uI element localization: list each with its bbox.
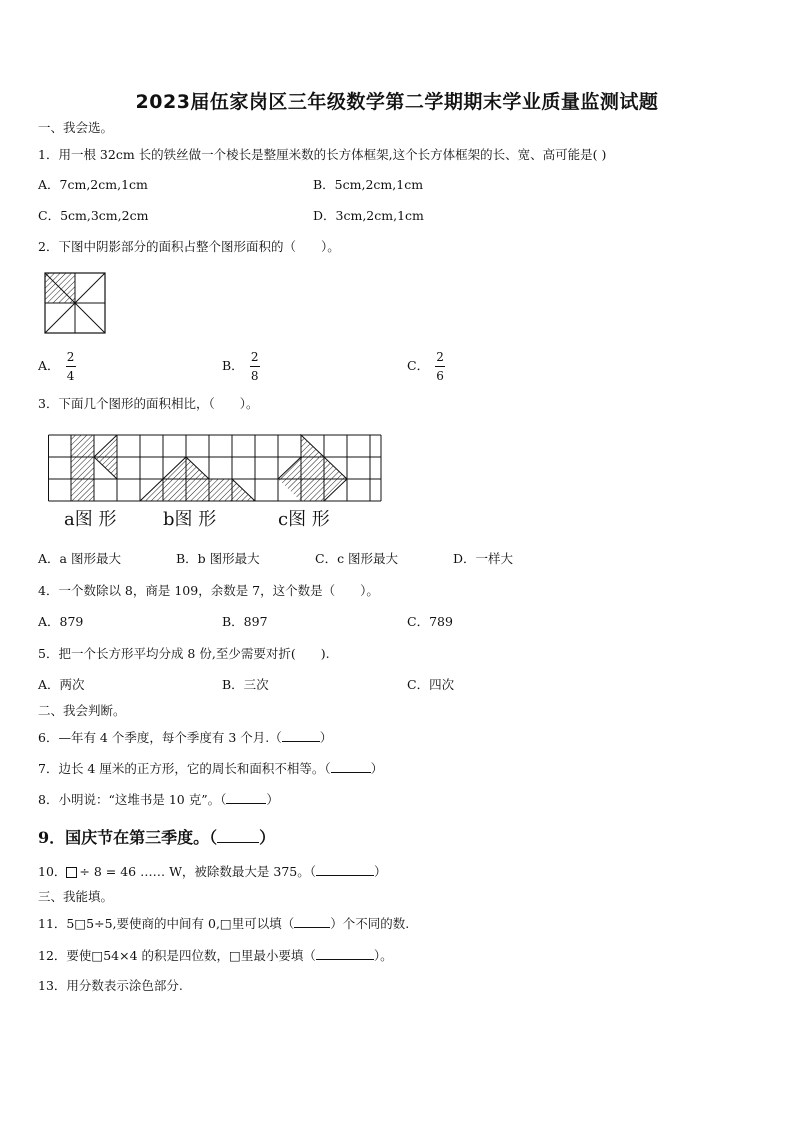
answer-blank[interactable] xyxy=(282,729,320,742)
question-12 xyxy=(38,947,393,964)
q2-option-a-label: A． xyxy=(38,358,60,373)
page-title: 2023届伍家岗区三年级数学第二学期期末学业质量监测试题 xyxy=(135,91,659,113)
numerator: 2 xyxy=(250,350,259,364)
numerator: 2 xyxy=(66,350,75,364)
q3-grid-figure xyxy=(48,434,383,502)
q2-option-b-label: B． xyxy=(222,358,244,373)
numerator: 2 xyxy=(436,350,444,364)
question-10-close: ） xyxy=(374,864,387,879)
question-7-close: ） xyxy=(370,761,384,776)
question-9 xyxy=(38,825,275,848)
answer-blank[interactable] xyxy=(226,791,266,804)
question-13: 13．用分数表示涂色部分. xyxy=(38,978,183,993)
q1-option-a[interactable]: A．7cm,2cm,1cm xyxy=(38,177,148,192)
question-8-text: 8．小明说：“这堆书是 10 克”。（ xyxy=(38,792,227,807)
q4-option-a[interactable]: A．879 xyxy=(38,614,84,629)
question-10-text: ÷ 8 = 46 …… W，被除数最大是 375。（ xyxy=(79,864,317,879)
q2-option-a[interactable] xyxy=(38,350,76,383)
answer-blank[interactable] xyxy=(331,760,371,773)
q1-option-d[interactable]: D．3cm,2cm,1cm xyxy=(313,208,424,223)
q5-option-c[interactable]: C．四次 xyxy=(407,677,455,692)
q1-option-b[interactable]: B．5cm,2cm,1cm xyxy=(313,177,424,192)
q2-option-a-fraction xyxy=(66,350,76,383)
question-11 xyxy=(38,915,409,932)
answer-blank[interactable] xyxy=(316,863,374,876)
q3-option-c[interactable]: C．c 图形最大 xyxy=(315,551,399,566)
question-11-close: ）个不同的数. xyxy=(330,916,410,931)
question-6-close: ） xyxy=(319,730,333,745)
section-heading-1: 一、我会选。 xyxy=(38,120,114,135)
question-6-text: 6．—年有 4 个季度，每个季度有 3 个月.（ xyxy=(38,730,282,745)
q2-option-c-fraction xyxy=(435,350,445,383)
q3-shape-b-label: b图 形 xyxy=(163,509,217,530)
q4-option-b[interactable]: B．897 xyxy=(222,614,268,629)
q5-option-b[interactable]: B．三次 xyxy=(222,677,269,692)
q3-shape-c-label: c图 形 xyxy=(278,509,330,530)
question-3: 3．下面几个图形的面积相比，（ ）。 xyxy=(38,396,259,411)
question-12-text: 12．要使□54×4 的积是四位数，□里最小要填（ xyxy=(38,948,316,963)
question-2: 2．下图中阴影部分的面积占整个图形面积的（ ）。 xyxy=(38,239,340,254)
question-12-close: ）。 xyxy=(373,948,393,963)
question-4: 4．一个数除以 8，商是 109，余数是 7，这个数是（ ）。 xyxy=(38,583,379,598)
question-6 xyxy=(38,729,332,746)
question-1: 1．用一根 32cm 长的铁丝做一个棱长是整厘米数的长方体框架,这个长方体框架的长、宽、高可能是( ) xyxy=(38,147,607,162)
q5-option-a[interactable]: A．两次 xyxy=(38,677,85,692)
section-heading-3: 三、我能填。 xyxy=(38,889,114,904)
box-symbol xyxy=(66,867,77,878)
q1-option-c[interactable]: C．5cm,3cm,2cm xyxy=(38,208,149,223)
q2-option-b[interactable] xyxy=(222,350,260,383)
denominator: 4 xyxy=(66,369,75,383)
question-8-close: ） xyxy=(266,792,279,807)
question-10-prefix: 10． xyxy=(38,864,67,879)
question-5: 5．把一个长方形平均分成 8 份,至少需要对折( ). xyxy=(38,646,330,661)
question-8 xyxy=(38,791,279,808)
question-9-text: 9．国庆节在第三季度。（ xyxy=(38,828,218,847)
question-7 xyxy=(38,760,383,777)
denominator: 6 xyxy=(436,369,444,383)
q2-option-b-fraction xyxy=(250,350,260,383)
section-heading-2: 二、我会判断。 xyxy=(38,703,126,718)
q3-option-a[interactable]: A．a 图形最大 xyxy=(38,551,121,566)
answer-blank[interactable] xyxy=(217,828,259,843)
denominator: 8 xyxy=(250,369,259,383)
q4-option-c[interactable]: C．789 xyxy=(407,614,453,629)
q3-shape-a-label: a图 形 xyxy=(64,509,117,530)
q3-option-d[interactable]: D．一样大 xyxy=(453,551,514,566)
question-11-text: 11．5□5÷5,要使商的中间有 0,□里可以填（ xyxy=(38,916,295,931)
q3-option-b[interactable]: B．b 图形最大 xyxy=(176,551,260,566)
q2-square-figure xyxy=(44,272,106,334)
question-10 xyxy=(38,863,387,880)
answer-blank[interactable] xyxy=(294,915,330,928)
answer-blank[interactable] xyxy=(316,947,374,960)
question-9-close: ） xyxy=(259,828,276,847)
q2-option-c-label: C． xyxy=(407,358,430,373)
question-7-text: 7．边长 4 厘米的正方形，它的周长和面积不相等。（ xyxy=(38,761,331,776)
q2-option-c[interactable] xyxy=(407,350,445,383)
